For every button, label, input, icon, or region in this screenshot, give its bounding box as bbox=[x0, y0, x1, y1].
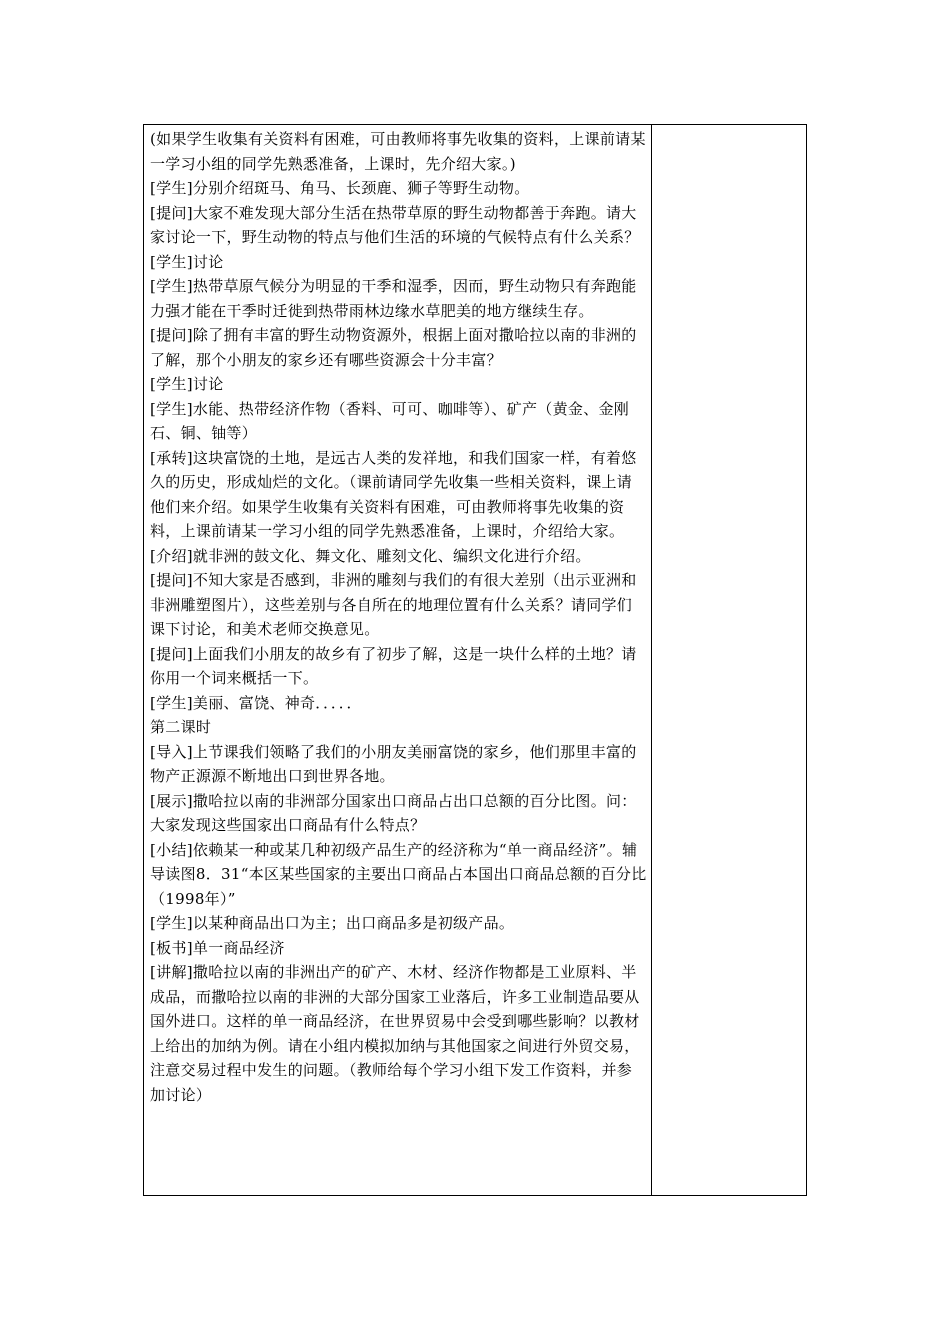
paragraph-blackboard: [板书]单一商品经济 bbox=[150, 938, 285, 957]
paragraph-students-climate: [学生]热带草原气候分为明显的干季和湿季，因而，野生动物只有奔跑能力强才能在干季时迁徙到热带雨林边缘水草肥美的地方继续生存。 bbox=[150, 277, 637, 320]
paragraph-display-chart: [展示]撒哈拉以南的非洲部分国家出口商品占出口总额的百分比图。问：大家发现这些国家出口商品有什么特点？ bbox=[150, 791, 637, 834]
paragraph-transition-culture: [承转]这块富饶的土地，是远古人类的发祥地，和我们国家一样，有着悠久的历史，形成灿烂的文化。（课前请同学先收集一些相关资料，课上请他们来介绍。如果学生收集有关资料有困难，可由教师将事先收集的资料，上课前请某一学习小组的同学先熟悉准备，上课时，介绍给大家。 bbox=[150, 448, 637, 540]
paragraph-students-discuss-1: [学生]讨论 bbox=[150, 252, 224, 271]
paragraph-materials-note: (如果学生收集有关资料有困难，可由教师将事先收集的资料，上课前请某一学习小组的同学先熟悉准备，上课时，先介绍大家。) bbox=[150, 130, 646, 173]
paragraph-question-carving: [提问]不知大家是否感到，非洲的雕刻与我们的有很大差别（出示亚洲和非洲雕塑图片），这些差别与各自所在的地理位置有什么关系？请同学们课下讨论，和美术老师交换意见。 bbox=[150, 571, 637, 638]
paragraph-students-words: [学生]美丽、富饶、神奇．．．．． bbox=[150, 693, 362, 712]
paragraph-students-resources: [学生]水能、热带经济作物（香料、可可、咖啡等）、矿产（黄金、金刚石、铜、铀等） bbox=[150, 399, 630, 442]
paragraph-question-running: [提问]大家不难发现大部分生活在热带草原的野生动物都善于奔跑。请大家讨论一下，野生动物的特点与他们生活的环境的气候特点有什么关系？ bbox=[150, 203, 640, 246]
paragraph-second-lesson: 第二课时 bbox=[150, 718, 212, 736]
paragraph-explanation-trade: [讲解]撒哈拉以南的非洲出产的矿产、木材、经济作物都是工业原料、半成品，而撒哈拉以南的非洲的大部分国家工业落后，许多工业制造品要从国外进口。这样的单一商品经济，在世界贸易中会受到哪些影响？以教材上给出的加纳为例。请在小组内模拟加纳与其他国家之间进行外贸交易，注意交易过程中发生的问题。（教师给每个学习小组下发工作资料，并参加讨论） bbox=[150, 963, 640, 1104]
paragraph-students-exports: [学生]以某种商品出口为主；出口商品多是初级产品。 bbox=[150, 914, 515, 932]
paragraph-question-resources: [提问]除了拥有丰富的野生动物资源外，根据上面对撒哈拉以南的非洲的了解，那个小朋友的家乡还有哪些资源会十分丰富？ bbox=[150, 326, 637, 369]
paragraph-question-summary-word: [提问]上面我们小朋友的故乡有了初步了解，这是一块什么样的土地？请你用一个词来概括一下。 bbox=[150, 644, 637, 687]
paragraph-lead-in: [导入]上节课我们领略了我们的小朋友美丽富饶的家乡，他们那里丰富的物产正源源不断地出口到世界各地。 bbox=[150, 742, 637, 785]
paragraph-summary-economy: [小结]依赖某一种或某几种初级产品生产的经济称为“单一商品经济”。辅导读图8．31“本区某些国家的主要出口商品占本国出口商品总额的百分比（1998年）” bbox=[150, 840, 647, 908]
paragraph-students-animals: [学生]分别介绍斑马、角马、长颈鹿、狮子等野生动物。 bbox=[150, 179, 530, 197]
paragraph-introduce-culture: [介绍]就非洲的鼓文化、舞文化、雕刻文化、编织文化进行介绍。 bbox=[150, 546, 591, 565]
notes-cell bbox=[652, 125, 806, 1195]
paragraph-students-discuss-2: [学生]讨论 bbox=[150, 375, 224, 393]
lesson-content-cell bbox=[144, 125, 652, 1195]
lesson-table bbox=[143, 124, 807, 1196]
